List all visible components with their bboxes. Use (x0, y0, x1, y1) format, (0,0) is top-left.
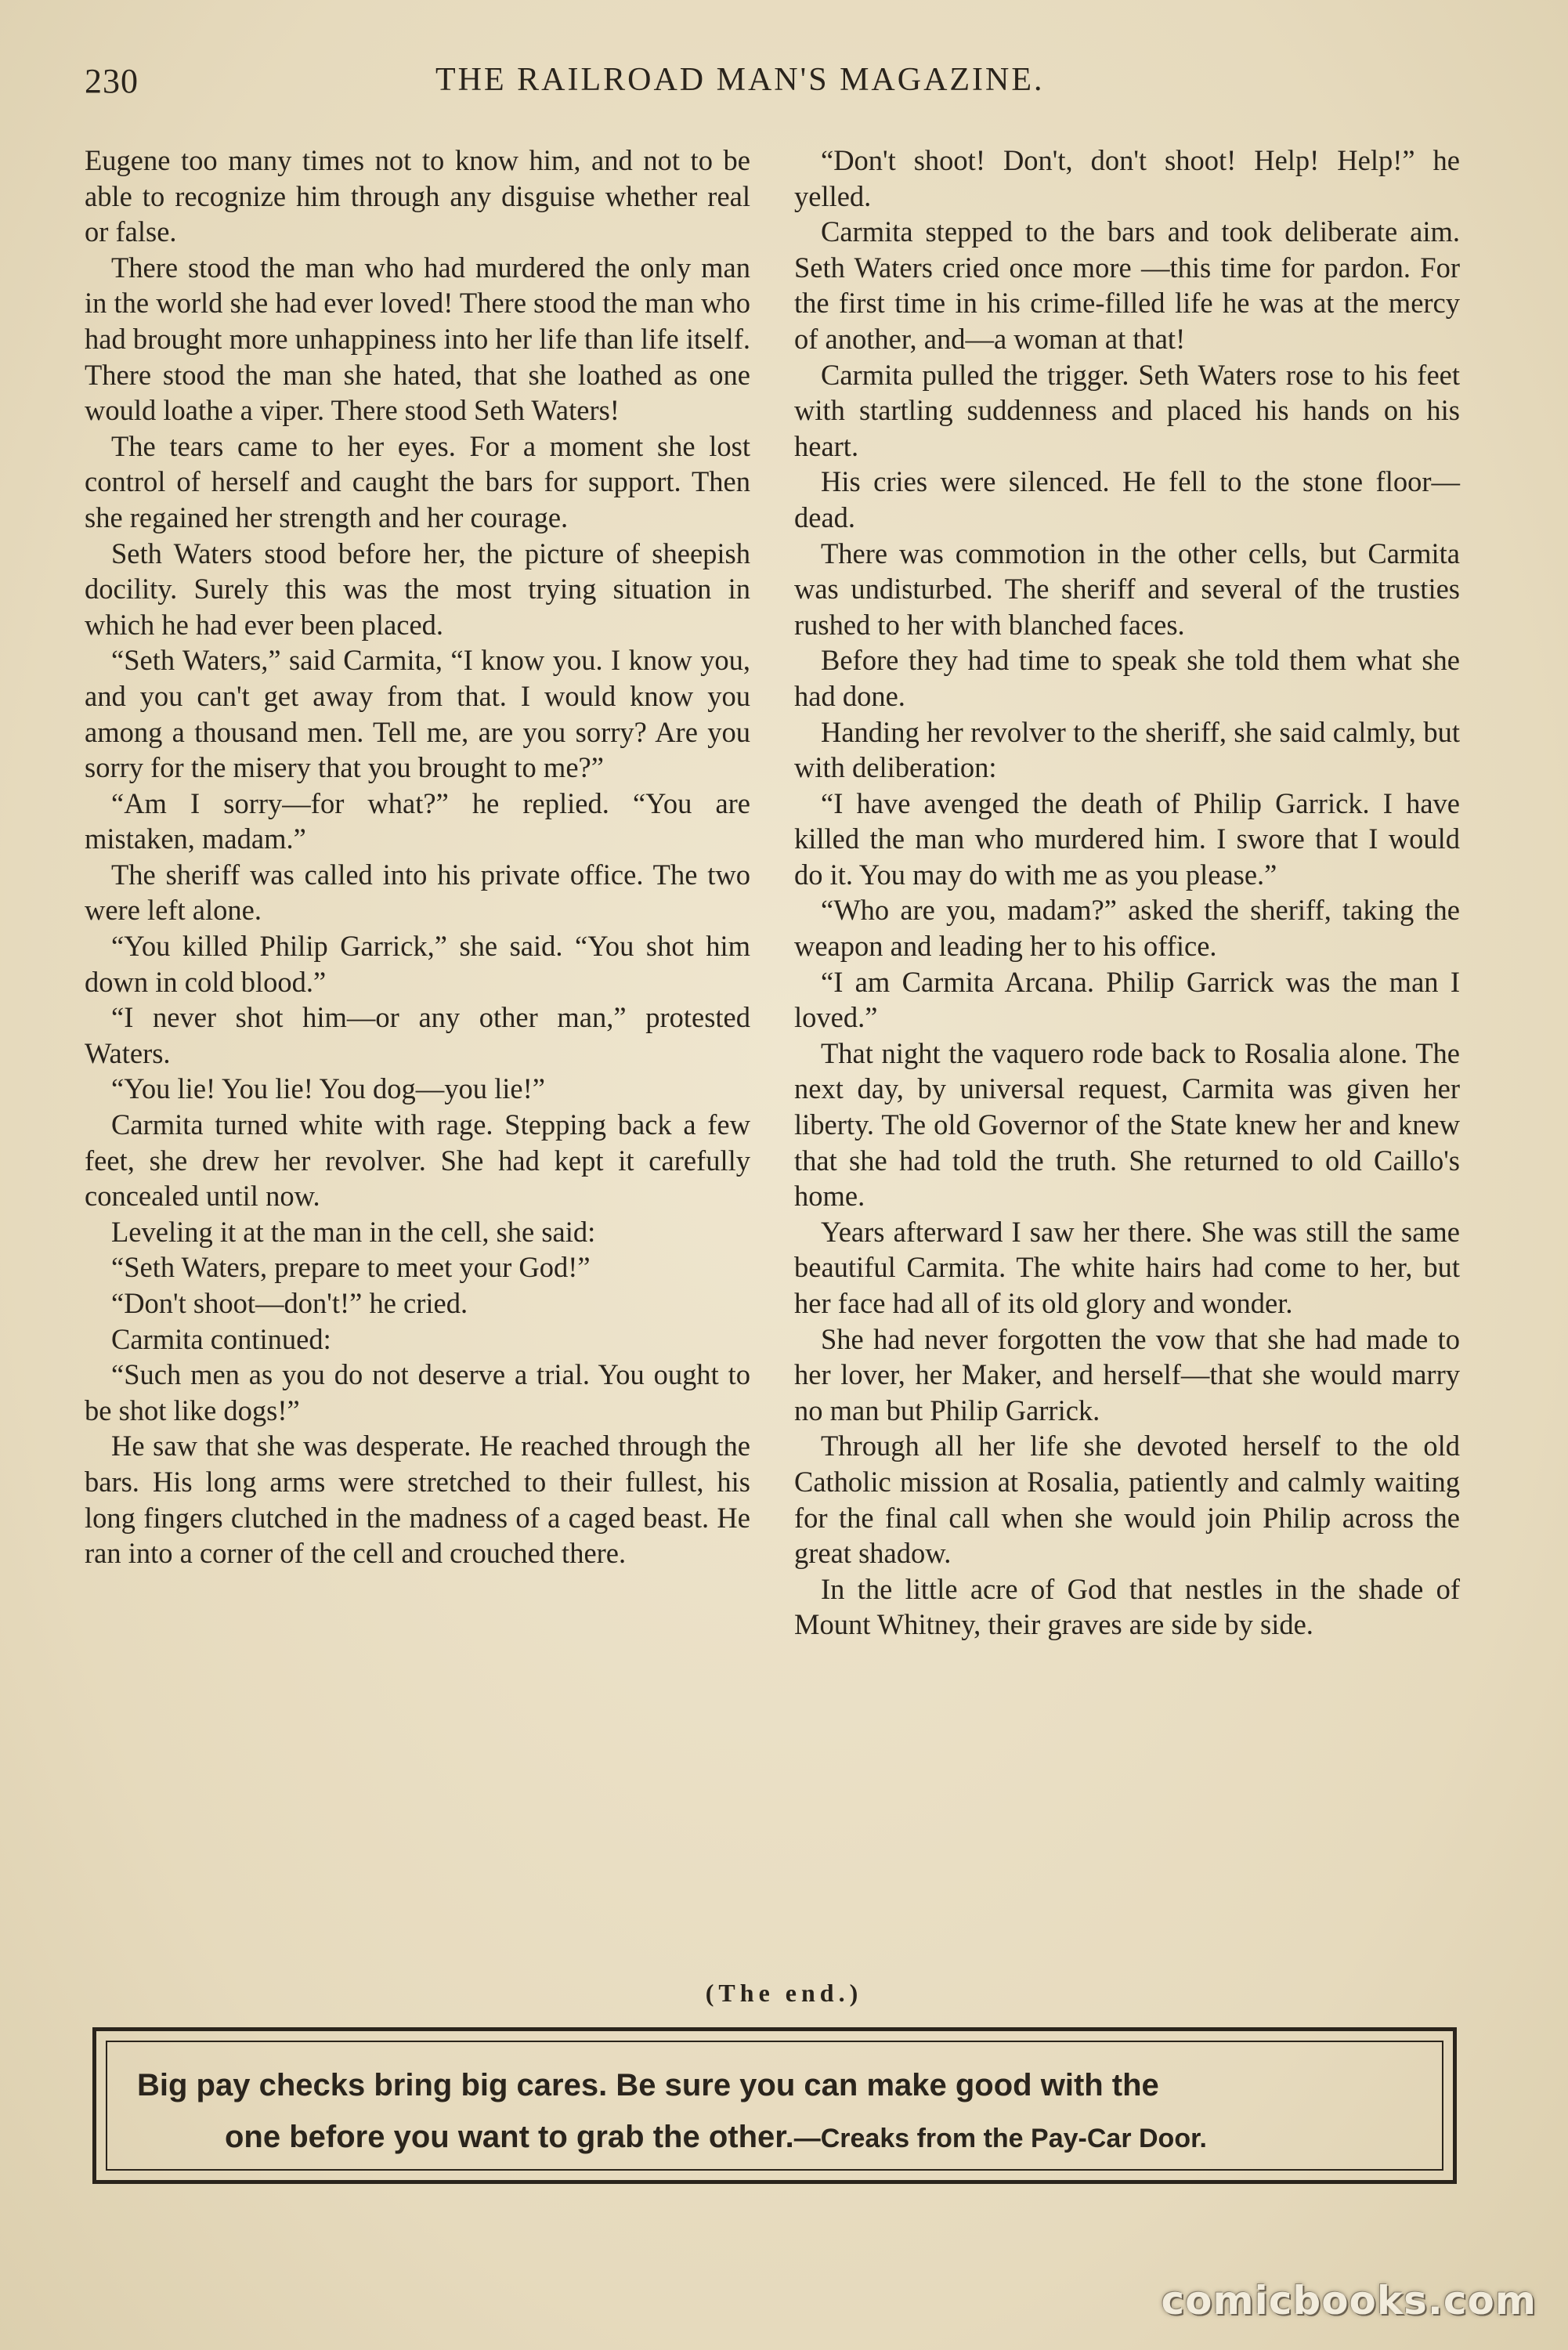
paragraph: “I am Carmita Arcana. Philip Garrick was the man I loved.” (794, 965, 1460, 1034)
paragraph: There stood the man who had murdered the only man in the world she had ever loved! There stood the man who had brought more unhappiness into her life than life itself. There stood the man she hated, that she loathed as one would loathe a viper. There stood Seth Waters! (85, 251, 750, 427)
paragraph: Through all her life she devoted herself to the old Catholic mission at Rosalia, patiently and calmly waiting for the final call when she would join Philip across the great shadow. (794, 1430, 1460, 1570)
boxed-quote-line2-wrap (137, 2111, 1422, 2164)
paragraph: “Am I sorry—for what?” he replied. “You are mistaken, madam.” (85, 786, 750, 855)
paragraph: Handing her revolver to the sheriff, she said calmly, but with deliberation: (794, 715, 1460, 784)
paragraph: Carmita turned white with rage. Stepping back a few feet, she drew her revolver. She had kept it carefully concealed until now. (85, 1108, 750, 1213)
right-text-column (794, 143, 1460, 1643)
paragraph: “Seth Waters, prepare to meet your God!” (111, 1251, 591, 1284)
paragraph: The tears came to her eyes. For a moment she lost control of herself and caught the bars for support. Then she regained her strength and her courage. (85, 429, 750, 533)
paragraph: “You killed Philip Garrick,” she said. “You shot him down in cold blood.” (85, 930, 750, 998)
paragraph: “Don't shoot! Don't, don't shoot! Help! Help!” he yelled. (794, 144, 1460, 212)
paragraph: Before they had time to speak she told them what she had done. (794, 644, 1460, 712)
paragraph: In the little acre of God that nestles in the shade of Mount Whitney, their graves are side by side. (794, 1572, 1460, 1641)
paragraph: “You lie! You lie! You dog—you lie!” (111, 1072, 545, 1105)
left-text-column (85, 143, 750, 1571)
paragraph: Carmita continued: (111, 1322, 331, 1355)
paragraph: “Don't shoot—don't!” he cried. (111, 1287, 468, 1319)
boxed-quote-attribution: —Creaks from the Pay-Car Door. (793, 2124, 1207, 2153)
boxed-quote-line1: Big pay checks bring big cares. Be sure you can make good with the (137, 2068, 1159, 2102)
page-header (85, 61, 1463, 116)
paragraph: Leveling it at the man in the cell, she said: (111, 1215, 596, 1248)
boxed-quote (92, 2027, 1457, 2184)
paragraph: There was commotion in the other cells, but Carmita was undisturbed. The sheriff and several of the trusties rushed to her with blanched faces. (794, 537, 1460, 641)
paragraph: “I have avenged the death of Philip Garrick. I have killed the man who murdered him. I swore that I would do it. You may do with me as you please.” (794, 786, 1460, 891)
paragraph: He saw that she was desperate. He reached through the bars. His long arms were stretched to their fullest, his long fingers clutched in the madness of a caged beast. He ran into a corner of the cell and crouched there. (85, 1430, 750, 1570)
boxed-quote-text (137, 2059, 1422, 2164)
paragraph: That night the vaquero rode back to Rosalia alone. The next day, by universal request, Carmita was given her liberty. The old Governor of the State knew her and knew that she had told the truth. She returned to old Caillo's home. (794, 1036, 1460, 1213)
paragraph: Seth Waters stood before her, the picture of sheepish docility. Surely this was the most trying situation in which he had ever been placed. (85, 537, 750, 641)
paragraph: “Who are you, madam?” asked the sheriff, taking the weapon and leading her to his office. (794, 894, 1460, 963)
paragraph: She had never forgotten the vow that she had made to her lover, her Maker, and herself—that she would marry no man but Philip Garrick. (794, 1322, 1460, 1426)
paragraph: The sheriff was called into his private office. The two were left alone. (85, 858, 750, 927)
paragraph: “Such men as you do not deserve a trial. You ought to be shot like dogs!” (85, 1358, 750, 1426)
paragraph: Eugene too many times not to know him, and not to be able to recognize him through any disguise whether real or false. (85, 144, 750, 248)
paragraph: Carmita pulled the trigger. Seth Waters rose to his feet with startling suddenness and placed his hands on his heart. (794, 358, 1460, 462)
paragraph: His cries were silenced. He fell to the stone floor—dead. (794, 465, 1460, 533)
paragraph: “Seth Waters,” said Carmita, “I know you. I know you, and you can't get away from that. I would know you among a thousand men. Tell me, are you sorry? Are you sorry for the misery that you brought to me?” (85, 644, 750, 784)
paragraph: Years afterward I saw her there. She was still the same beautiful Carmita. The white hairs had come to her, but her face had all of its old glory and wonder. (794, 1215, 1460, 1319)
page-number: 230 (85, 62, 139, 100)
watermark-logo: comicbooks.com (1161, 2278, 1537, 2323)
running-title: THE RAILROAD MAN'S MAGAZINE. (435, 62, 1045, 98)
paragraph: Carmita stepped to the bars and took deliberate aim. Seth Waters cried once more —this time for pardon. For the first time in his crime-filled life he was at the mercy of another, and—a woman at that! (794, 215, 1460, 355)
the-end-marker: (The end.) (705, 1979, 863, 2007)
boxed-quote-line2: one before you want to grab the other. (225, 2120, 794, 2154)
paragraph: “I never shot him—or any other man,” protested Waters. (85, 1001, 750, 1069)
